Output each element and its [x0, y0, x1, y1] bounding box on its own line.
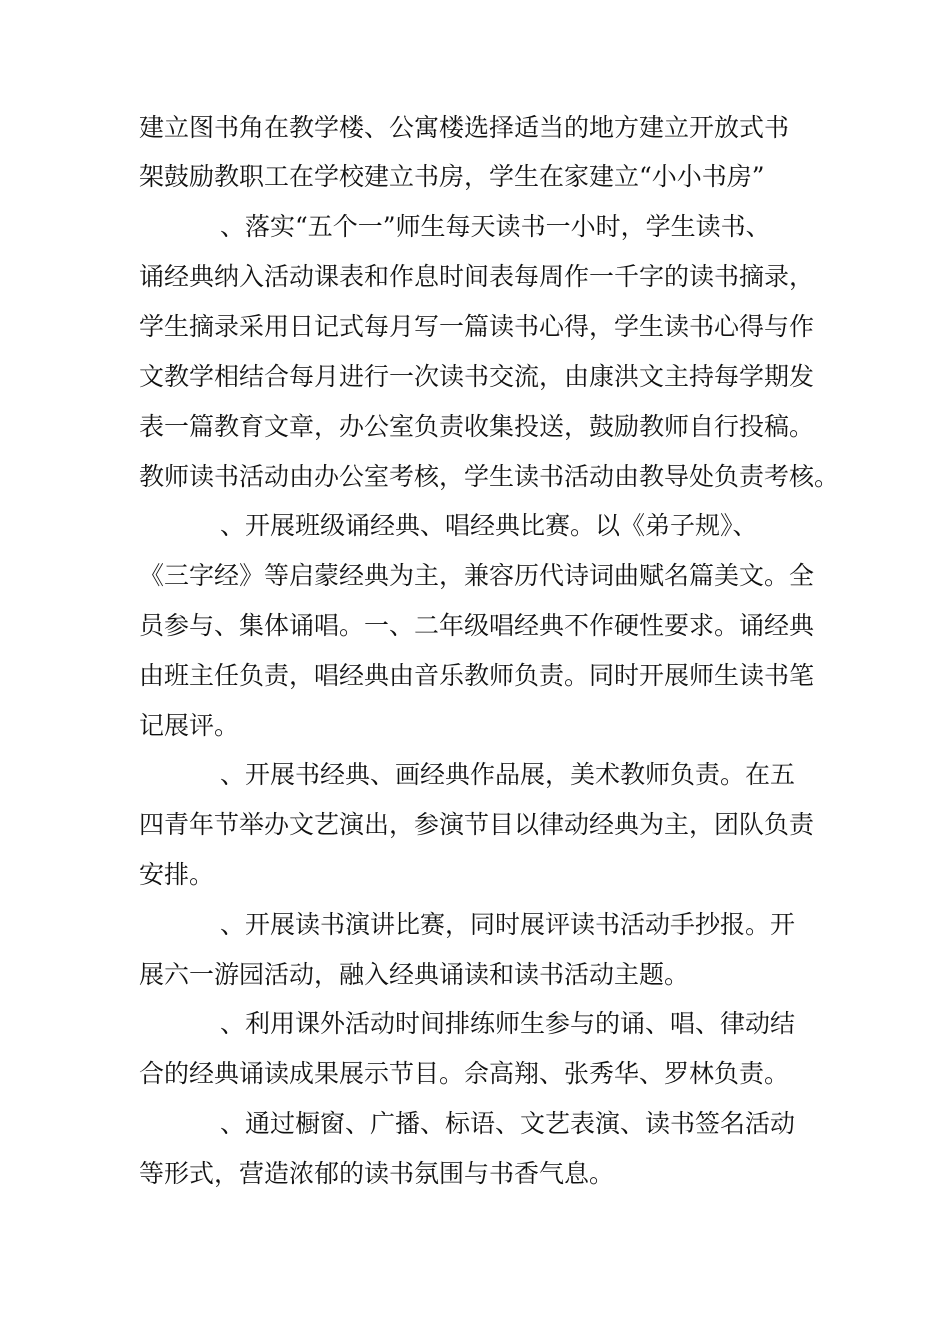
text-line: 教师读书活动由办公室考核，学生读书活动由教导处负责考核。	[139, 462, 840, 491]
text-line: 学生摘录采用日记式每月写一篇读书心得，学生读书心得与作	[139, 312, 815, 341]
text-line: 架鼓励教职工在学校建立书房，学生在家建立“小小书房”	[139, 162, 765, 191]
text-line: 展六一游园活动，融入经典诵读和读书活动主题。	[139, 960, 690, 989]
paragraph-start-line: 、开展班级诵经典、唱经典比赛。以《弟子规》、	[220, 511, 758, 540]
text-line: 《三字经》等启蒙经典为主，兼容历代诗词曲赋名篇美文。全	[139, 561, 815, 590]
text-line: 诵经典纳入活动课表和作息时间表每周作一千字的读书摘录，	[139, 262, 815, 291]
text-line: 员参与、集体诵唱。一、二年级唱经典不作硬性要求。诵经典	[139, 611, 815, 640]
paragraph-start-line: 、通过橱窗、广播、标语、文艺表演、读书签名活动	[220, 1109, 796, 1138]
text-line: 建立图书角在教学楼、公寓楼选择适当的地方建立开放式书	[139, 113, 790, 142]
text-line: 等形式，营造浓郁的读书氛围与书香气息。	[139, 1159, 615, 1188]
text-line: 文教学相结合每月进行一次读书交流，由康洪文主持每学期发	[139, 362, 815, 391]
paragraph-start-line: 、开展书经典、画经典作品展，美术教师负责。在五	[220, 760, 796, 789]
text-line: 记展评。	[139, 711, 240, 740]
text-line: 表一篇教育文章，办公室负责收集投送，鼓励教师自行投稿。	[139, 412, 815, 441]
paragraph-start-line: 、开展读书演讲比赛，同时展评读书活动手抄报。开	[220, 910, 796, 939]
paragraph-start-line: 、落实“五个一”师生每天读书一小时，学生读书、	[220, 212, 771, 241]
text-line: 合的经典诵读成果展示节目。佘高翔、张秀华、罗林负责。	[139, 1059, 790, 1088]
text-line: 四青年节举办文艺演出，参演节目以律动经典为主，团队负责	[139, 810, 815, 839]
text-line: 由班主任负责，唱经典由音乐教师负责。同时开展师生读书笔	[139, 661, 815, 690]
text-line: 安排。	[139, 860, 215, 889]
paragraph-start-line: 、利用课外活动时间排练师生参与的诵、唱、律动结	[220, 1009, 796, 1038]
